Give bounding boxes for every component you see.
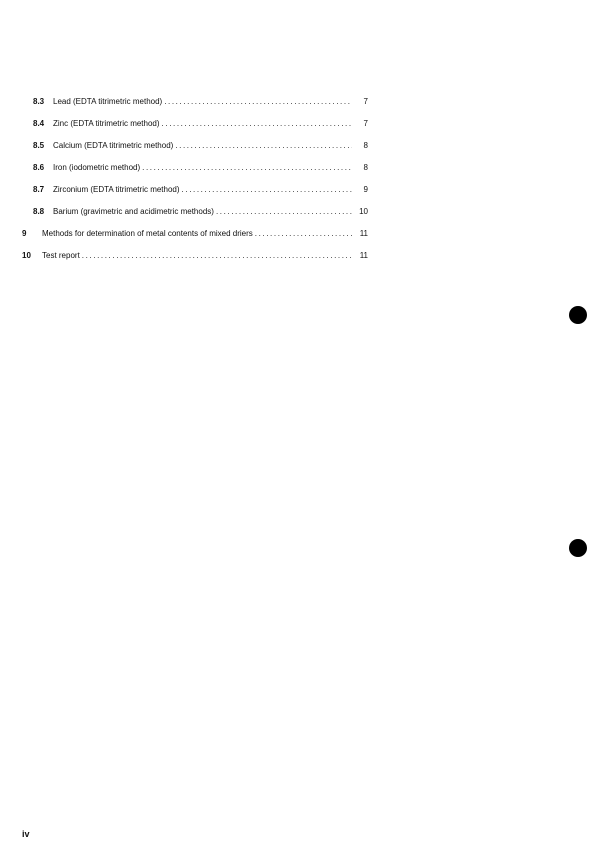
toc-entry[interactable] xyxy=(0,96,372,108)
toc-title-line xyxy=(53,162,352,174)
toc-title-line xyxy=(53,140,352,152)
toc-title: Zinc (EDTA titrimetric method) xyxy=(53,119,160,128)
toc-number: 8.8 xyxy=(33,207,45,216)
toc-title-line xyxy=(53,118,352,130)
toc-page: 8 xyxy=(363,141,368,150)
toc-title-line xyxy=(42,228,352,240)
toc-page: 7 xyxy=(363,97,368,106)
toc-number: 9 xyxy=(22,229,27,238)
toc-entry[interactable] xyxy=(0,140,372,152)
toc-page: 7 xyxy=(363,119,368,128)
toc-entry[interactable] xyxy=(0,184,372,196)
toc-page: 9 xyxy=(363,185,368,194)
toc-title-line xyxy=(53,206,352,218)
leader-dots xyxy=(255,228,352,240)
punch-hole-mark xyxy=(569,539,587,557)
toc-number: 8.7 xyxy=(33,185,45,194)
toc-title: Methods for determination of metal contents of mixed driers xyxy=(42,229,253,238)
toc-title: Zirconium (EDTA titrimetric method) xyxy=(53,185,180,194)
toc-number: 8.6 xyxy=(33,163,45,172)
leader-dots xyxy=(164,96,352,108)
toc-number: 8.5 xyxy=(33,141,45,150)
toc-entry[interactable] xyxy=(0,250,372,262)
toc-page: 10 xyxy=(359,207,368,216)
leader-dots xyxy=(175,140,352,152)
toc-title: Barium (gravimetric and acidimetric methods) xyxy=(53,207,214,216)
toc-number: 8.3 xyxy=(33,97,45,106)
toc-title: Test report xyxy=(42,251,80,260)
toc-page: 11 xyxy=(359,229,368,238)
leader-dots xyxy=(216,206,352,218)
leader-dots xyxy=(142,162,352,174)
toc-entry[interactable] xyxy=(0,162,372,174)
leader-dots xyxy=(182,184,352,196)
toc-page: 11 xyxy=(359,251,368,260)
leader-dots xyxy=(82,250,352,262)
toc-entry[interactable] xyxy=(0,206,372,218)
toc-title-line xyxy=(53,96,352,108)
page-number: iv xyxy=(22,829,30,839)
toc-page: 8 xyxy=(363,163,368,172)
toc-title-line xyxy=(42,250,352,262)
toc-title: Iron (iodometric method) xyxy=(53,163,141,172)
punch-hole-mark xyxy=(569,306,587,324)
toc-title-line xyxy=(53,184,352,196)
leader-dots xyxy=(162,118,352,130)
toc-title: Lead (EDTA titrimetric method) xyxy=(53,97,163,106)
toc-entry[interactable] xyxy=(0,228,372,240)
toc-title: Calcium (EDTA titrimetric method) xyxy=(53,141,174,150)
toc-number: 10 xyxy=(22,251,31,260)
toc-entry[interactable] xyxy=(0,118,372,130)
toc-number: 8.4 xyxy=(33,119,45,128)
